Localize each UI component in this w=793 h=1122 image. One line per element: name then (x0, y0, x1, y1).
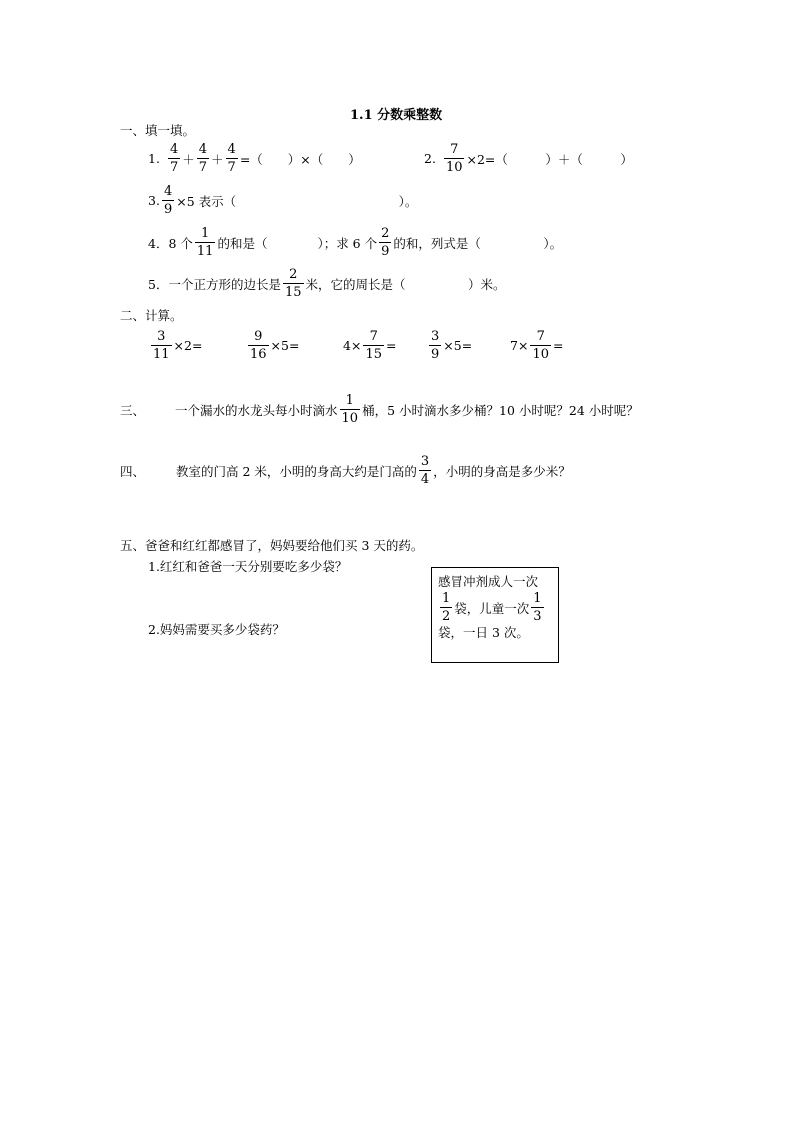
fraction: $\frac{4}{7}$ (169, 142, 179, 175)
fraction: $\frac{3}{11}$ (153, 329, 170, 362)
calc-expression: = (385, 338, 397, 353)
question-number: 1. (148, 151, 160, 166)
question-text: 教室的门高 2 米，小明的身高大约是门高的 (176, 463, 417, 479)
box-line-3: 袋，一日 3 次。 (438, 625, 529, 640)
section-3 (120, 394, 639, 425)
answer-blank-text: ×5 表示（ ）。 (176, 193, 418, 209)
fraction: $\frac{1}{3}$ (533, 591, 542, 624)
fraction: $\frac{9}{16}$ (250, 329, 267, 362)
question-text: 5．一个正方形的边长是 (148, 276, 281, 292)
fraction: $\frac{2}{15}$ (284, 267, 302, 300)
answer-blank-text: =（ ）×（ ） (239, 151, 361, 167)
section-1-heading: 一、填一填。 (120, 123, 196, 138)
calc-item-3 (343, 330, 396, 361)
question-5-1: 1.红红和爸爸一天分别要吃多少袋？ (148, 559, 348, 574)
fraction: $\frac{4}{9}$ (163, 184, 173, 217)
fraction: $\frac{4}{7}$ (227, 142, 236, 175)
calc-expression: 4× (343, 338, 362, 353)
question-text: ，小明的身高是多少米？ (433, 463, 571, 479)
fraction: $\frac{7}{10}$ (532, 329, 549, 362)
fraction: $\frac{3}{9}$ (431, 329, 440, 362)
calc-expression: ×5= (443, 338, 473, 353)
section-4 (120, 455, 571, 486)
question-1-3 (148, 185, 417, 216)
question-text: 的和是（ ）；求 6 个 (217, 235, 378, 251)
question-text: 一个漏水的水龙头每小时滴水 (175, 402, 338, 418)
fraction: $\frac{1}{11}$ (196, 226, 214, 259)
box-text: 袋，儿童一次 (454, 600, 530, 616)
question-text: 4．8 个 (148, 235, 193, 251)
question-1-2 (424, 143, 633, 174)
question-5-2: 2.妈妈需要买多少袋药？ (148, 622, 285, 637)
question-text: 的和，列式是（ ）。 (393, 235, 563, 251)
fraction: $\frac{1}{2}$ (442, 591, 451, 624)
question-number: 2. (424, 151, 436, 166)
calc-expression: 7× (510, 338, 529, 353)
question-number: 3. (148, 193, 160, 208)
calc-expression: ×2= (173, 338, 203, 353)
box-line-1: 感冒冲剂成人一次 (438, 574, 539, 589)
section-4-label: 四、 (120, 463, 146, 479)
calc-item-5 (510, 330, 563, 361)
fraction: $\frac{2}{9}$ (381, 226, 390, 259)
question-text: 米，它的周长是（ ）米。 (305, 276, 506, 292)
calc-expression: ×5= (270, 338, 300, 353)
medicine-info-box (431, 567, 559, 663)
fraction: $\frac{7}{10}$ (445, 142, 463, 175)
question-1-5 (148, 268, 506, 299)
question-1-1 (148, 143, 361, 174)
question-text: 桶，5 小时滴水多少桶？10 小时呢？24 小时呢？ (362, 402, 639, 418)
calc-item-4 (427, 330, 472, 361)
calc-item-2 (246, 330, 299, 361)
page-title: 1.1 分数乘整数 (350, 108, 443, 123)
section-2-heading: 二、计算。 (120, 308, 183, 323)
plus-sign: ＋ (211, 151, 224, 167)
calc-item-1 (149, 330, 202, 361)
fraction: $\frac{1}{10}$ (341, 393, 359, 426)
section-5-heading: 五、爸爸和红红都感冒了，妈妈要给他们买 3 天的药。 (120, 538, 424, 553)
question-1-4 (148, 227, 562, 258)
answer-blank-text: ×2=（ ）＋（ ） (466, 151, 633, 167)
section-3-label: 三、 (120, 402, 146, 418)
box-line-2 (438, 592, 552, 623)
calc-expression: = (552, 338, 564, 353)
fraction: $\frac{3}{4}$ (420, 454, 430, 487)
fraction: $\frac{4}{7}$ (198, 142, 208, 175)
fraction: $\frac{7}{15}$ (365, 329, 382, 362)
plus-sign: ＋ (182, 151, 195, 167)
